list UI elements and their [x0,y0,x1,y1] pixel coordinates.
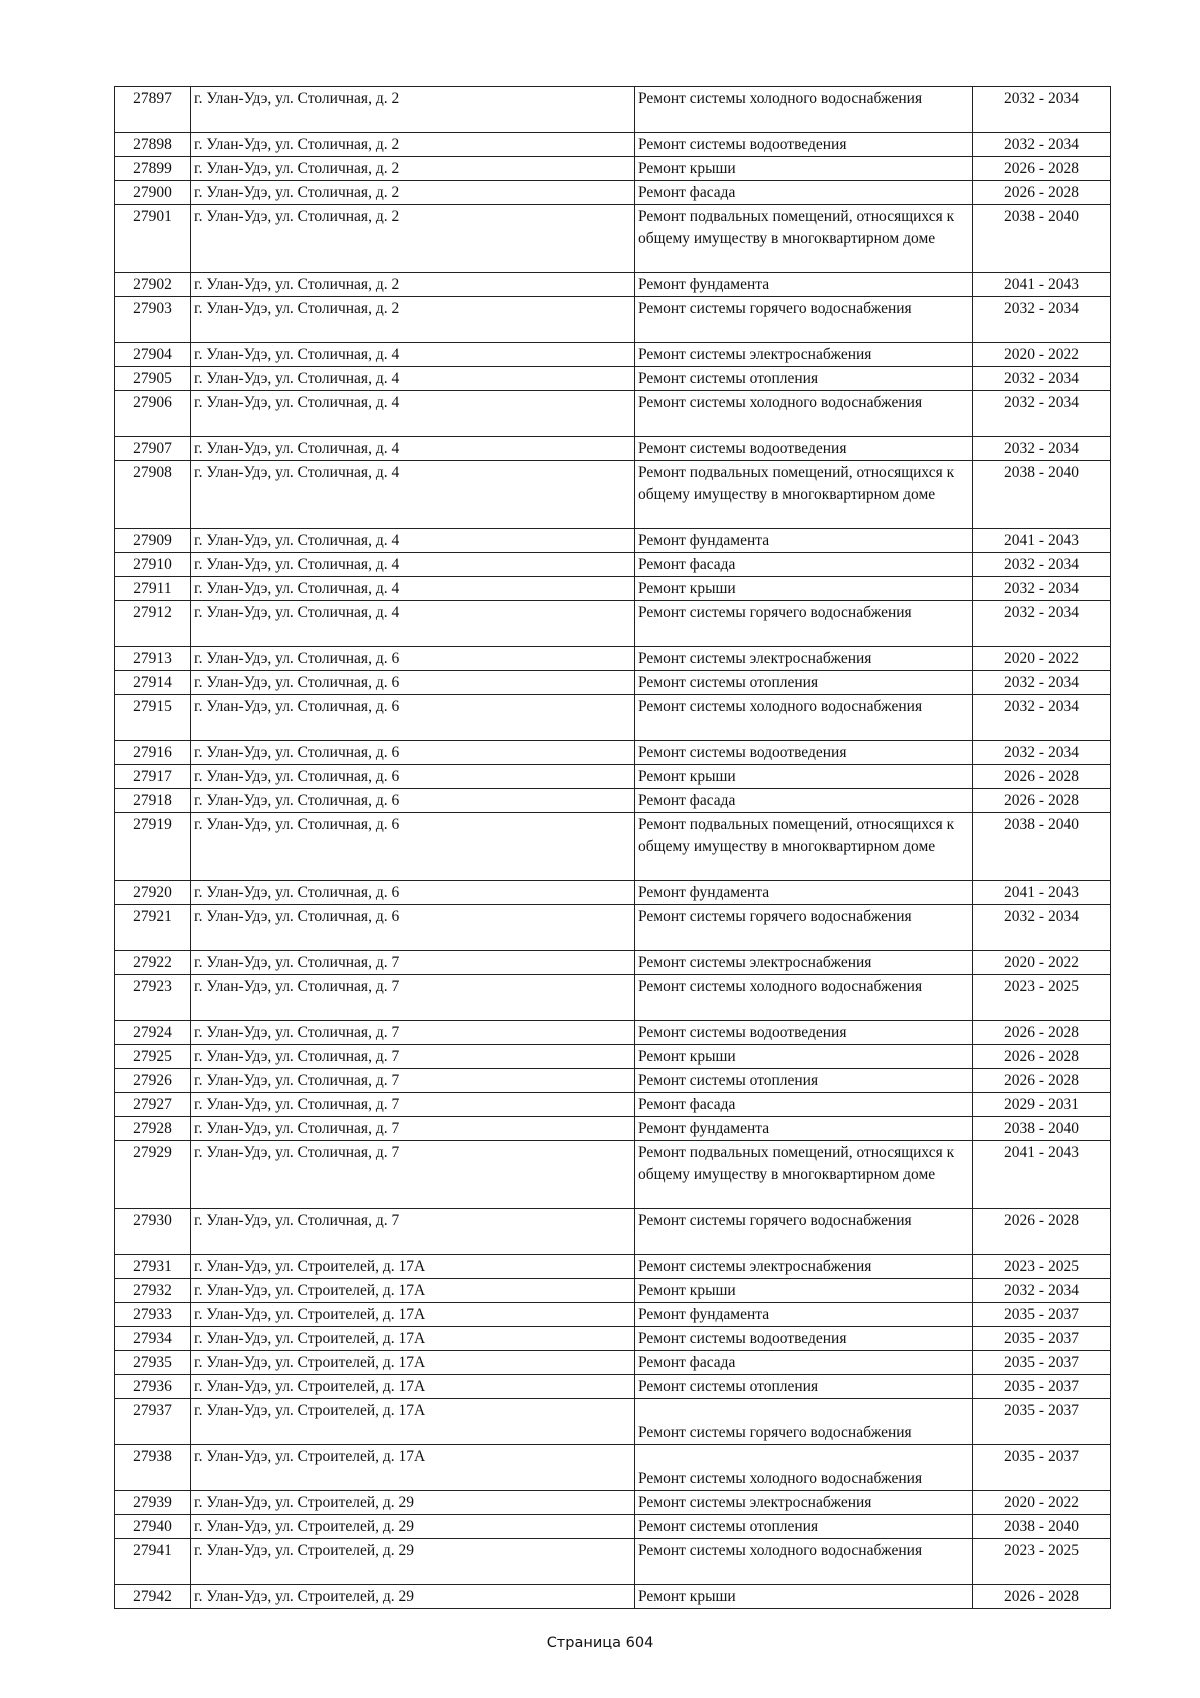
table-row [115,1539,1111,1585]
table-row [115,297,1111,343]
address-cell: г. Улан-Удэ, ул. Столичная, д. 6 [191,789,635,813]
period-cell: 2038 - 2040 [973,1117,1111,1141]
row-id-cell: 27905 [115,367,191,391]
table-row [115,461,1111,529]
work-type-cell: Ремонт крыши [635,577,973,601]
address-cell: г. Улан-Удэ, ул. Столичная, д. 6 [191,765,635,789]
work-type-cell: Ремонт системы холодного водоснабжения [635,975,973,1021]
table-row [115,1141,1111,1209]
table-row [115,1303,1111,1327]
row-id-cell: 27936 [115,1375,191,1399]
address-cell: г. Улан-Удэ, ул. Столичная, д. 2 [191,205,635,273]
table-row [115,765,1111,789]
work-type-cell: Ремонт фундамента [635,1303,973,1327]
table-row [115,881,1111,905]
period-cell: 2032 - 2034 [973,391,1111,437]
row-id-cell: 27939 [115,1491,191,1515]
period-cell: 2035 - 2037 [973,1303,1111,1327]
period-cell: 2038 - 2040 [973,205,1111,273]
period-cell: 2026 - 2028 [973,157,1111,181]
row-id-cell: 27941 [115,1539,191,1585]
table-row [115,1351,1111,1375]
period-cell: 2041 - 2043 [973,1141,1111,1209]
work-type-cell: Ремонт системы холодного водоснабжения [635,1539,973,1585]
work-type-cell: Ремонт системы холодного водоснабжения [635,1445,973,1491]
address-cell: г. Улан-Удэ, ул. Столичная, д. 4 [191,367,635,391]
period-cell: 2032 - 2034 [973,553,1111,577]
table-row [115,367,1111,391]
address-cell: г. Улан-Удэ, ул. Строителей, д. 29 [191,1539,635,1585]
work-type-cell: Ремонт системы отопления [635,1069,973,1093]
address-cell: г. Улан-Удэ, ул. Столичная, д. 4 [191,391,635,437]
row-id-cell: 27919 [115,813,191,881]
address-cell: г. Улан-Удэ, ул. Строителей, д. 17А [191,1327,635,1351]
work-type-cell: Ремонт фундамента [635,273,973,297]
work-type-cell: Ремонт фундамента [635,529,973,553]
row-id-cell: 27917 [115,765,191,789]
period-cell: 2038 - 2040 [973,461,1111,529]
address-cell: г. Улан-Удэ, ул. Столичная, д. 4 [191,577,635,601]
address-cell: г. Улан-Удэ, ул. Столичная, д. 7 [191,951,635,975]
row-id-cell: 27923 [115,975,191,1021]
row-id-cell: 27929 [115,1141,191,1209]
table-row [115,437,1111,461]
period-cell: 2026 - 2028 [973,765,1111,789]
row-id-cell: 27910 [115,553,191,577]
address-cell: г. Улан-Удэ, ул. Столичная, д. 4 [191,601,635,647]
period-cell: 2020 - 2022 [973,343,1111,367]
address-cell: г. Улан-Удэ, ул. Столичная, д. 2 [191,273,635,297]
work-type-cell: Ремонт системы электроснабжения [635,647,973,671]
period-cell: 2023 - 2025 [973,1539,1111,1585]
address-cell: г. Улан-Удэ, ул. Столичная, д. 7 [191,1093,635,1117]
period-cell: 2032 - 2034 [973,1279,1111,1303]
work-type-cell: Ремонт фундамента [635,881,973,905]
work-type-cell: Ремонт системы отопления [635,1375,973,1399]
row-id-cell: 27912 [115,601,191,647]
page-number: Страница 604 [546,1635,654,1651]
work-type-cell: Ремонт системы электроснабжения [635,1491,973,1515]
period-cell: 2032 - 2034 [973,577,1111,601]
address-cell: г. Улан-Удэ, ул. Столичная, д. 6 [191,881,635,905]
table-row [115,343,1111,367]
period-cell: 2029 - 2031 [973,1093,1111,1117]
work-type-cell: Ремонт системы отопления [635,1515,973,1539]
address-cell: г. Улан-Удэ, ул. Столичная, д. 7 [191,1117,635,1141]
row-id-cell: 27938 [115,1445,191,1491]
period-cell: 2020 - 2022 [973,951,1111,975]
work-type-cell: Ремонт подвальных помещений, относящихся к общему имуществу в многоквартирном доме [635,813,973,881]
address-cell: г. Улан-Удэ, ул. Столичная, д. 7 [191,1021,635,1045]
period-cell: 2041 - 2043 [973,881,1111,905]
table-row [115,529,1111,553]
row-id-cell: 27907 [115,437,191,461]
address-cell: г. Улан-Удэ, ул. Столичная, д. 4 [191,461,635,529]
work-type-cell: Ремонт системы электроснабжения [635,1255,973,1279]
table-row [115,1117,1111,1141]
address-cell: г. Улан-Удэ, ул. Строителей, д. 17А [191,1351,635,1375]
work-type-cell: Ремонт крыши [635,765,973,789]
period-cell: 2041 - 2043 [973,273,1111,297]
table-row [115,1069,1111,1093]
period-cell: 2032 - 2034 [973,437,1111,461]
row-id-cell: 27901 [115,205,191,273]
address-cell: г. Улан-Удэ, ул. Столичная, д. 7 [191,1141,635,1209]
address-cell: г. Улан-Удэ, ул. Столичная, д. 6 [191,671,635,695]
address-cell: г. Улан-Удэ, ул. Столичная, д. 2 [191,297,635,343]
row-id-cell: 27904 [115,343,191,367]
row-id-cell: 27933 [115,1303,191,1327]
period-cell: 2032 - 2034 [973,905,1111,951]
work-type-cell: Ремонт системы горячего водоснабжения [635,601,973,647]
period-cell: 2023 - 2025 [973,1255,1111,1279]
work-type-cell: Ремонт системы водоотведения [635,1021,973,1045]
period-cell: 2035 - 2037 [973,1351,1111,1375]
row-id-cell: 27913 [115,647,191,671]
row-id-cell: 27916 [115,741,191,765]
row-id-cell: 27908 [115,461,191,529]
address-cell: г. Улан-Удэ, ул. Столичная, д. 7 [191,975,635,1021]
work-type-cell: Ремонт подвальных помещений, относящихся к общему имуществу в многоквартирном доме [635,1141,973,1209]
period-cell: 2038 - 2040 [973,813,1111,881]
address-cell: г. Улан-Удэ, ул. Столичная, д. 7 [191,1209,635,1255]
work-type-cell: Ремонт подвальных помещений, относящихся к общему имуществу в многоквартирном доме [635,461,973,529]
work-type-cell: Ремонт фасада [635,181,973,205]
row-id-cell: 27921 [115,905,191,951]
table-row [115,1327,1111,1351]
table-row [115,205,1111,273]
table-row [115,273,1111,297]
period-cell: 2032 - 2034 [973,367,1111,391]
row-id-cell: 27937 [115,1399,191,1445]
work-type-cell: Ремонт системы отопления [635,671,973,695]
table-row [115,951,1111,975]
period-cell: 2041 - 2043 [973,529,1111,553]
table-row [115,87,1111,133]
period-cell: 2032 - 2034 [973,87,1111,133]
row-id-cell: 27927 [115,1093,191,1117]
work-type-cell: Ремонт фасада [635,553,973,577]
period-cell: 2026 - 2028 [973,1069,1111,1093]
period-cell: 2032 - 2034 [973,297,1111,343]
table-row [115,905,1111,951]
work-type-cell: Ремонт системы водоотведения [635,1327,973,1351]
address-cell: г. Улан-Удэ, ул. Столичная, д. 4 [191,437,635,461]
row-id-cell: 27902 [115,273,191,297]
period-cell: 2020 - 2022 [973,1491,1111,1515]
table-row [115,391,1111,437]
period-cell: 2026 - 2028 [973,1045,1111,1069]
period-cell: 2035 - 2037 [973,1327,1111,1351]
address-cell: г. Улан-Удэ, ул. Строителей, д. 29 [191,1515,635,1539]
period-cell: 2023 - 2025 [973,975,1111,1021]
work-type-cell: Ремонт системы холодного водоснабжения [635,695,973,741]
row-id-cell: 27900 [115,181,191,205]
period-cell: 2035 - 2037 [973,1399,1111,1445]
row-id-cell: 27931 [115,1255,191,1279]
row-id-cell: 27914 [115,671,191,695]
work-type-cell: Ремонт системы горячего водоснабжения [635,905,973,951]
work-type-cell: Ремонт фасада [635,1093,973,1117]
address-cell: г. Улан-Удэ, ул. Столичная, д. 2 [191,181,635,205]
work-type-cell: Ремонт фасада [635,789,973,813]
repair-schedule-table [114,86,1111,1609]
table-row [115,1021,1111,1045]
address-cell: г. Улан-Удэ, ул. Столичная, д. 6 [191,741,635,765]
row-id-cell: 27925 [115,1045,191,1069]
work-type-cell: Ремонт системы горячего водоснабжения [635,297,973,343]
row-id-cell: 27930 [115,1209,191,1255]
address-cell: г. Улан-Удэ, ул. Столичная, д. 4 [191,529,635,553]
address-cell: г. Улан-Удэ, ул. Строителей, д. 29 [191,1585,635,1609]
address-cell: г. Улан-Удэ, ул. Строителей, д. 17А [191,1303,635,1327]
address-cell: г. Улан-Удэ, ул. Строителей, д. 17А [191,1399,635,1445]
table-row [115,975,1111,1021]
work-type-cell: Ремонт системы водоотведения [635,133,973,157]
row-id-cell: 27911 [115,577,191,601]
address-cell: г. Улан-Удэ, ул. Столичная, д. 4 [191,553,635,577]
table-row [115,181,1111,205]
row-id-cell: 27926 [115,1069,191,1093]
period-cell: 2032 - 2034 [973,741,1111,765]
table-body [115,87,1111,1609]
table-row [115,1399,1111,1445]
work-type-cell: Ремонт системы холодного водоснабжения [635,87,973,133]
table-row [115,671,1111,695]
table-row [115,601,1111,647]
address-cell: г. Улан-Удэ, ул. Строителей, д. 29 [191,1491,635,1515]
row-id-cell: 27920 [115,881,191,905]
table-row [115,1375,1111,1399]
table-row [115,1093,1111,1117]
period-cell: 2032 - 2034 [973,695,1111,741]
period-cell: 2032 - 2034 [973,671,1111,695]
work-type-cell: Ремонт подвальных помещений, относящихся к общему имуществу в многоквартирном доме [635,205,973,273]
address-cell: г. Улан-Удэ, ул. Столичная, д. 6 [191,905,635,951]
row-id-cell: 27935 [115,1351,191,1375]
row-id-cell: 27942 [115,1585,191,1609]
work-type-cell: Ремонт крыши [635,1045,973,1069]
table-row [115,813,1111,881]
period-cell: 2035 - 2037 [973,1375,1111,1399]
row-id-cell: 27934 [115,1327,191,1351]
table-row [115,553,1111,577]
table-row [115,1515,1111,1539]
period-cell: 2026 - 2028 [973,789,1111,813]
period-cell: 2032 - 2034 [973,133,1111,157]
work-type-cell: Ремонт фундамента [635,1117,973,1141]
address-cell: г. Улан-Удэ, ул. Столичная, д. 2 [191,87,635,133]
period-cell: 2035 - 2037 [973,1445,1111,1491]
work-type-cell: Ремонт системы водоотведения [635,741,973,765]
address-cell: г. Улан-Удэ, ул. Столичная, д. 2 [191,157,635,181]
row-id-cell: 27915 [115,695,191,741]
work-type-cell: Ремонт крыши [635,157,973,181]
row-id-cell: 27909 [115,529,191,553]
row-id-cell: 27940 [115,1515,191,1539]
address-cell: г. Улан-Удэ, ул. Строителей, д. 17А [191,1255,635,1279]
row-id-cell: 27897 [115,87,191,133]
address-cell: г. Улан-Удэ, ул. Строителей, д. 17А [191,1375,635,1399]
work-type-cell: Ремонт системы горячего водоснабжения [635,1399,973,1445]
work-type-cell: Ремонт фасада [635,1351,973,1375]
row-id-cell: 27918 [115,789,191,813]
work-type-cell: Ремонт системы холодного водоснабжения [635,391,973,437]
table-row [115,1585,1111,1609]
table-row [115,1491,1111,1515]
table-row [115,1209,1111,1255]
address-cell: г. Улан-Удэ, ул. Строителей, д. 17А [191,1279,635,1303]
period-cell: 2026 - 2028 [973,1021,1111,1045]
table-row [115,157,1111,181]
table-row [115,1255,1111,1279]
period-cell: 2020 - 2022 [973,647,1111,671]
table-row [115,1279,1111,1303]
address-cell: г. Улан-Удэ, ул. Столичная, д. 4 [191,343,635,367]
work-type-cell: Ремонт системы водоотведения [635,437,973,461]
period-cell: 2026 - 2028 [973,181,1111,205]
address-cell: г. Улан-Удэ, ул. Столичная, д. 6 [191,695,635,741]
address-cell: г. Улан-Удэ, ул. Столичная, д. 6 [191,647,635,671]
work-type-cell: Ремонт системы отопления [635,367,973,391]
table-row [115,577,1111,601]
address-cell: г. Улан-Удэ, ул. Строителей, д. 17А [191,1445,635,1491]
table-row [115,741,1111,765]
work-type-cell: Ремонт системы электроснабжения [635,343,973,367]
row-id-cell: 27906 [115,391,191,437]
address-cell: г. Улан-Удэ, ул. Столичная, д. 2 [191,133,635,157]
period-cell: 2032 - 2034 [973,601,1111,647]
row-id-cell: 27928 [115,1117,191,1141]
work-type-cell: Ремонт системы горячего водоснабжения [635,1209,973,1255]
work-type-cell: Ремонт крыши [635,1585,973,1609]
table-row [115,1045,1111,1069]
period-cell: 2038 - 2040 [973,1515,1111,1539]
address-cell: г. Улан-Удэ, ул. Столичная, д. 7 [191,1045,635,1069]
table-row [115,695,1111,741]
table-row [115,647,1111,671]
table-row [115,789,1111,813]
table-row [115,1445,1111,1491]
table-row [115,133,1111,157]
row-id-cell: 27932 [115,1279,191,1303]
address-cell: г. Улан-Удэ, ул. Столичная, д. 6 [191,813,635,881]
period-cell: 2026 - 2028 [973,1209,1111,1255]
address-cell: г. Улан-Удэ, ул. Столичная, д. 7 [191,1069,635,1093]
work-type-cell: Ремонт крыши [635,1279,973,1303]
row-id-cell: 27922 [115,951,191,975]
work-type-cell: Ремонт системы электроснабжения [635,951,973,975]
row-id-cell: 27924 [115,1021,191,1045]
row-id-cell: 27903 [115,297,191,343]
row-id-cell: 27899 [115,157,191,181]
period-cell: 2026 - 2028 [973,1585,1111,1609]
row-id-cell: 27898 [115,133,191,157]
